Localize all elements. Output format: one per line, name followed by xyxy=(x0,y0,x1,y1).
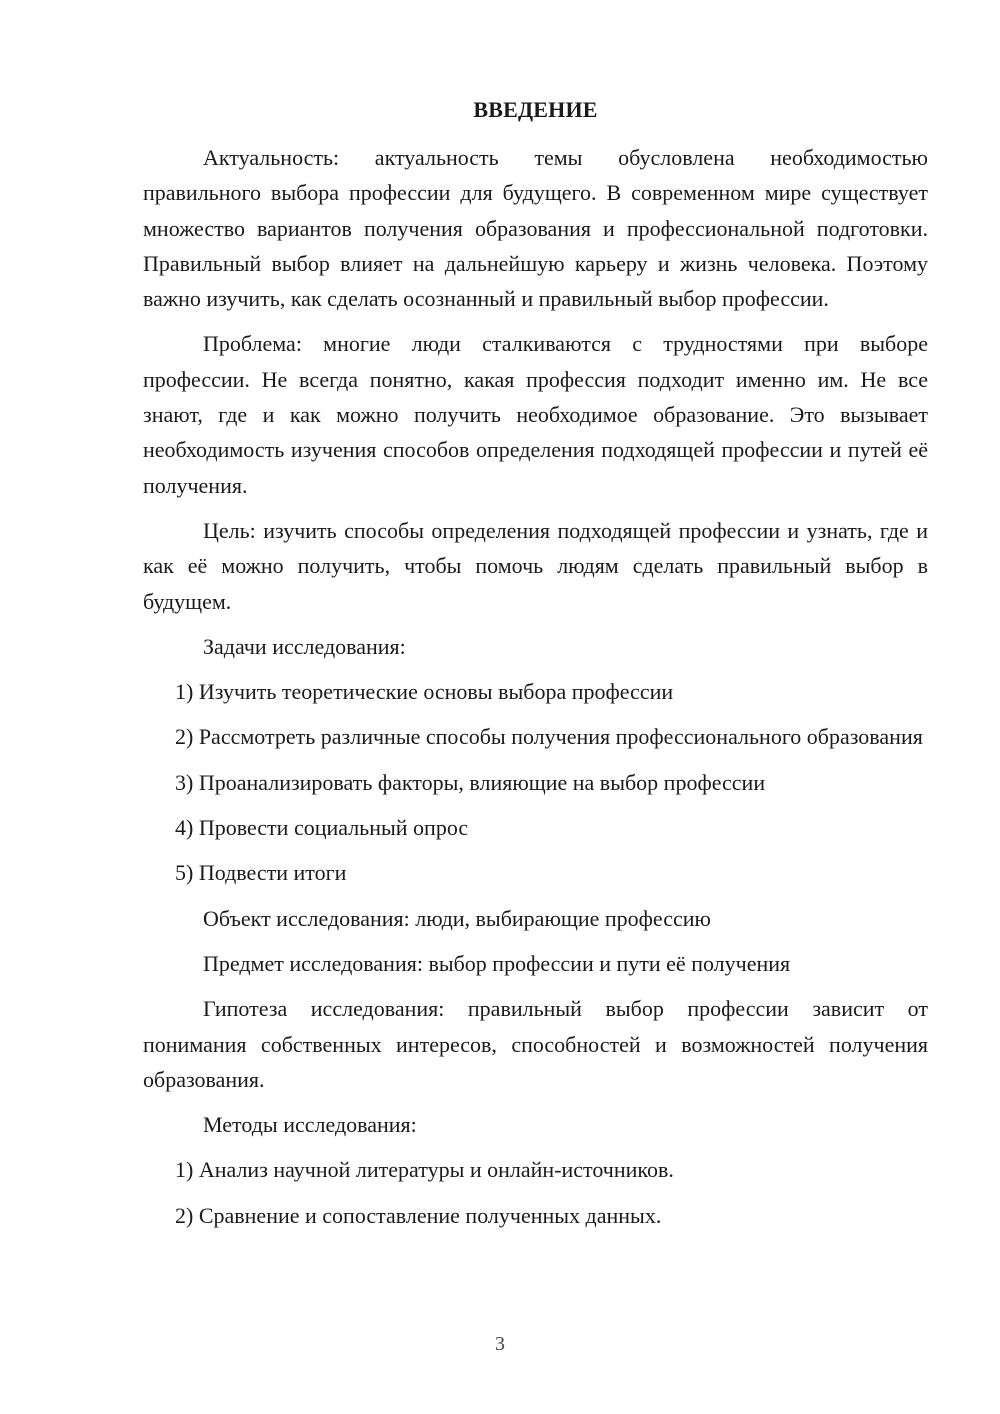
page-number: 3 xyxy=(495,1333,505,1355)
tasks-heading: Задачи исследования: xyxy=(203,633,406,659)
paragraph-relevance: Актуальность: актуальность темы обусловлена необходимостью правильного выбора профессии для будущего. В современном мире существует множество вариантов получения образования и профессиональной подготовки. Правильный выбор влияет на дальнейшую карьеру и жизнь человека. Поэтому важно изучить, как сделать осознанный и правильный выбор профессии. xyxy=(143,145,928,312)
method-item-2: 2) Сравнение и сопоставление полученных данных. xyxy=(175,1202,662,1228)
paragraph-object: Объект исследования: люди, выбирающие профессию xyxy=(203,905,711,931)
page-title: ВВЕДЕНИЕ xyxy=(473,97,598,122)
task-item-5: 5) Подвести итоги xyxy=(175,860,347,886)
paragraph-subject: Предмет исследования: выбор профессии и пути её получения xyxy=(203,950,791,976)
task-item-4: 4) Провести социальный опрос xyxy=(175,815,469,841)
paragraph-problem: Проблема: многие люди сталкиваются с трудностями при выборе профессии. Не всегда понятно, какая профессия подходит именно им. Не все знают, где и как можно получить необходимое образование. Это вызывает необходимость изучения способов определения подходящей профессии и путей её получения. xyxy=(143,331,928,498)
paragraph-hypothesis: Гипотеза исследования: правильный выбор профессии зависит от понимания собственных интересов, способностей и возможностей получения образования. xyxy=(143,996,928,1092)
document-body xyxy=(143,95,928,1243)
task-item-1: 1) Изучить теоретические основы выбора профессии xyxy=(175,679,674,705)
method-item-1: 1) Анализ научной литературы и онлайн-источников. xyxy=(175,1157,674,1183)
paragraph-goal: Цель: изучить способы определения подходящей профессии и узнать, где и как её можно получить, чтобы помочь людям сделать правильный выбор в будущем. xyxy=(143,517,928,614)
methods-heading: Методы исследования: xyxy=(203,1112,417,1138)
task-item-2: 2) Рассмотреть различные способы получения профессионального образования xyxy=(175,724,923,750)
task-item-3: 3) Проанализировать факторы, влияющие на выбор профессии xyxy=(175,769,766,795)
